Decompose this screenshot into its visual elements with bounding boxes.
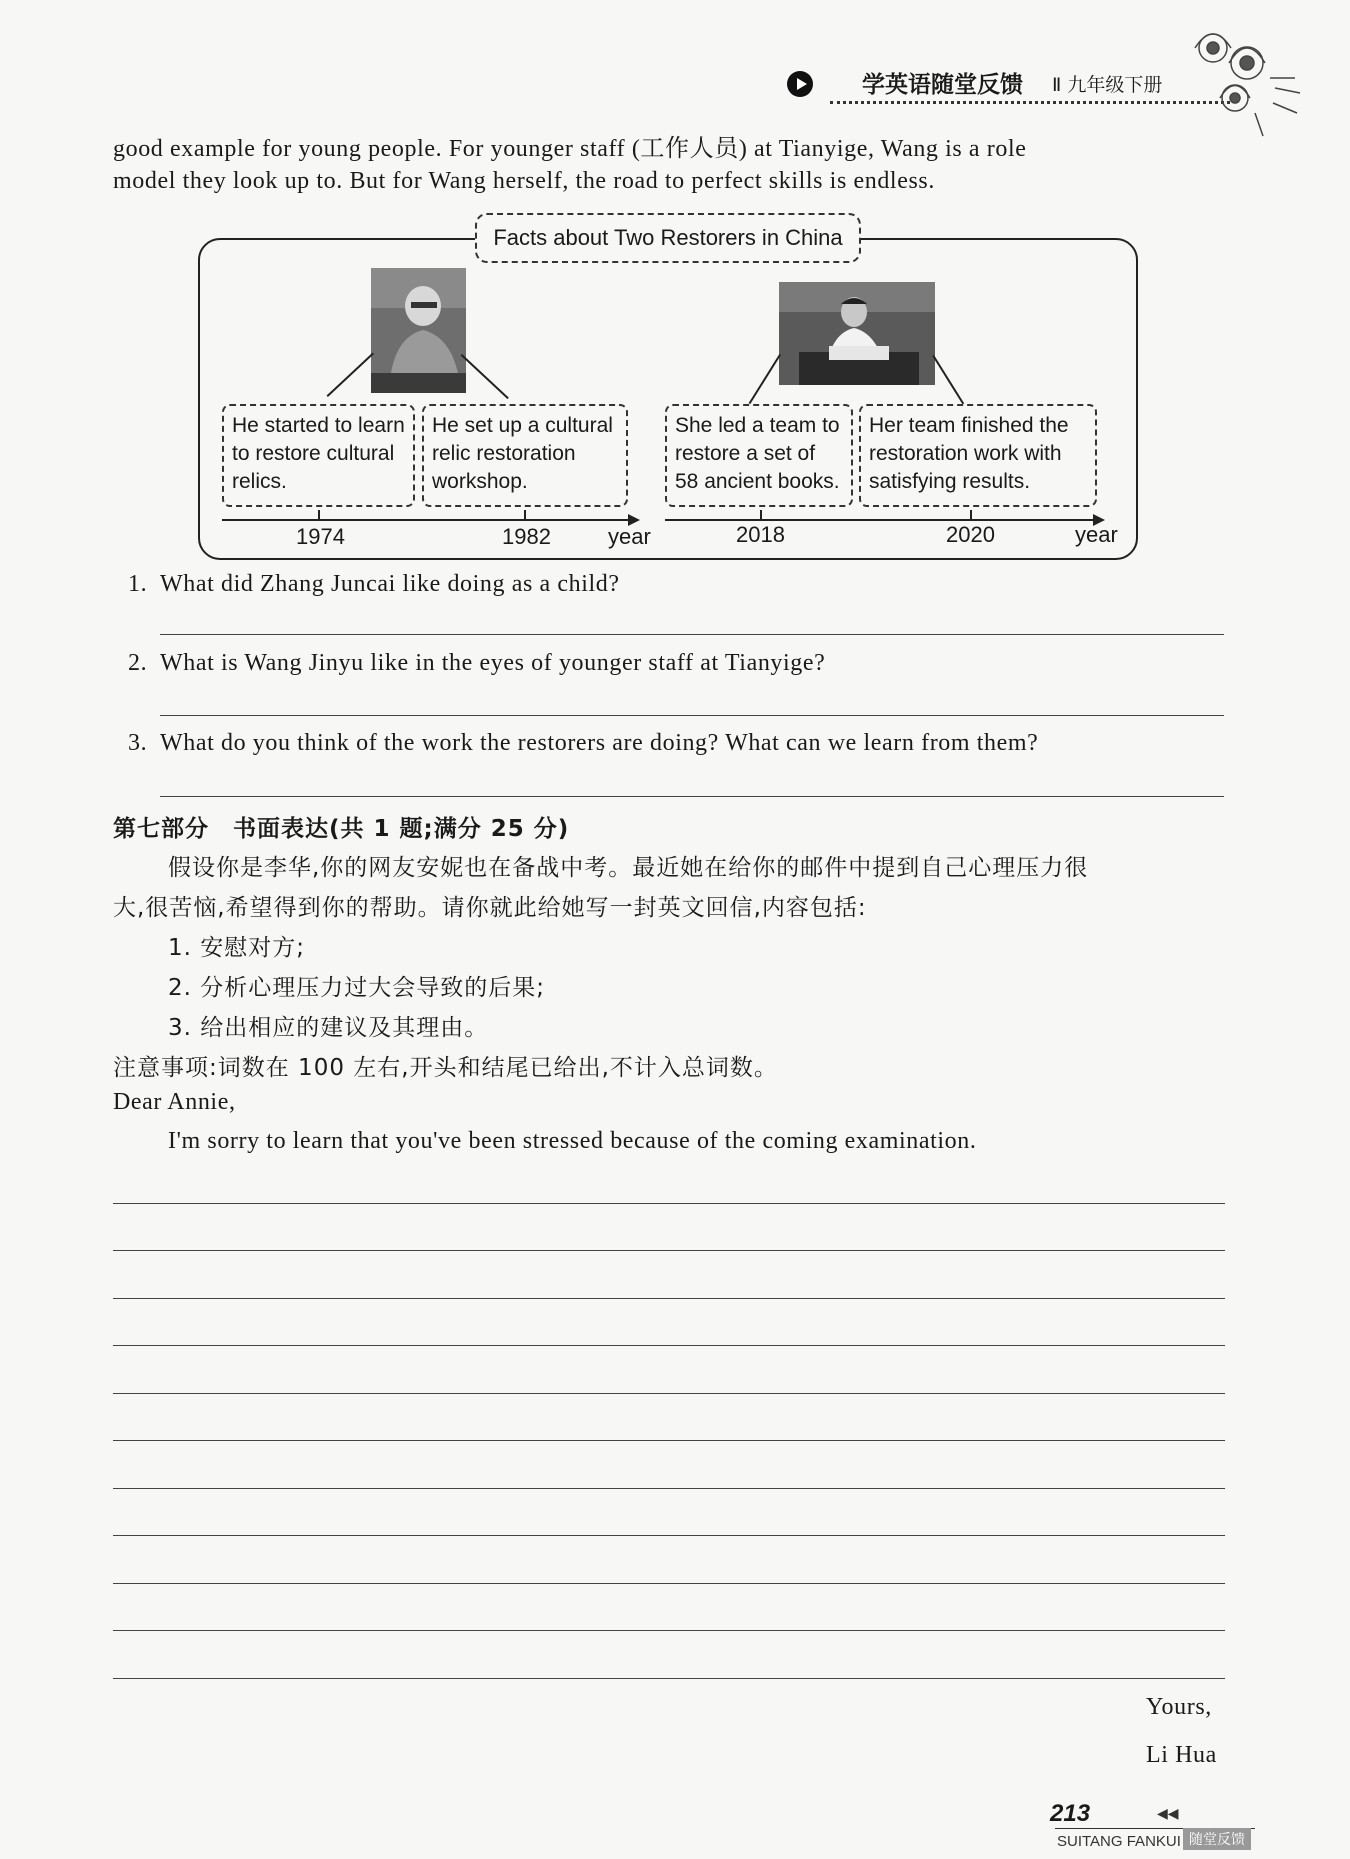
letter-salutation: Dear Annie,	[113, 1089, 236, 1115]
fact-box: She led a team to restore a set of 58 ancient books.	[665, 404, 853, 507]
book-title: 学英语随堂反馈	[862, 72, 1023, 98]
letter-opening: I'm sorry to learn that you've been stressed because of the coming examination.	[168, 1128, 977, 1154]
writing-line[interactable]	[113, 1583, 1225, 1584]
wang-jinyu-photo	[779, 282, 935, 385]
writing-line[interactable]	[113, 1630, 1225, 1631]
flower-decoration-icon	[1185, 18, 1305, 138]
year-label: 2020	[946, 522, 995, 547]
intro-line-2: model they look up to. But for Wang herself, the road to perfect skills is endless.	[113, 168, 935, 194]
fact-box: He started to learn to restore cultural relics.	[222, 404, 415, 507]
letter-closing: Yours,	[1146, 1694, 1212, 1720]
writing-line[interactable]	[113, 1298, 1225, 1299]
writing-line[interactable]	[113, 1203, 1225, 1204]
axis-unit-label: year	[608, 524, 651, 549]
letter-signature: Li Hua	[1146, 1742, 1217, 1768]
answer-line[interactable]	[160, 715, 1224, 716]
infographic-title: Facts about Two Restorers in China	[475, 213, 861, 263]
question-number: 1.	[128, 571, 148, 597]
axis-unit-label: year	[1075, 522, 1118, 547]
answer-line[interactable]	[160, 796, 1224, 797]
footer-brand: SUITANG FANKUI	[1057, 1833, 1181, 1850]
writing-line[interactable]	[113, 1345, 1225, 1346]
fact-box: He set up a cultural relic restoration workshop.	[422, 404, 628, 507]
prompt-line-1: 假设你是李华,你的网友安妮也在备战中考。最近她在给你的邮件中提到自己心理压力很	[168, 855, 1089, 881]
prompt-point: 2. 分析心理压力过大会导致的后果;	[168, 975, 546, 1001]
page-number: 213	[1050, 1800, 1091, 1827]
question-text: What do you think of the work the restorers are doing? What can we learn from them?	[160, 730, 1039, 756]
header-divider	[830, 101, 1230, 104]
writing-line[interactable]	[113, 1535, 1225, 1536]
prompt-line-2: 大,很苦恼,希望得到你的帮助。请你就此给她写一封英文回信,内容包括:	[113, 895, 867, 921]
timeline-tick	[318, 510, 320, 520]
play-icon	[787, 71, 813, 97]
writing-line[interactable]	[113, 1440, 1225, 1441]
timeline-tick	[524, 510, 526, 520]
section-heading: 第七部分 书面表达(共 1 题;满分 25 分)	[113, 816, 570, 842]
writing-line[interactable]	[113, 1488, 1225, 1489]
question-text: What did Zhang Juncai like doing as a child?	[160, 571, 620, 597]
year-label: 2018	[736, 522, 785, 547]
timeline-tick	[970, 510, 972, 520]
book-grade: Ⅱ 九年级下册	[1052, 74, 1163, 96]
double-arrow-left-icon: ◀◀	[1157, 1806, 1179, 1822]
prompt-point: 1. 安慰对方;	[168, 935, 306, 961]
infographic-panel	[198, 238, 1138, 560]
question-text: What is Wang Jinyu like in the eyes of younger staff at Tianyige?	[160, 650, 826, 676]
intro-line-1: good example for young people. For younger staff (工作人员) at Tianyige, Wang is a role	[113, 136, 1027, 162]
year-label: 1974	[296, 524, 345, 549]
timeline-tick	[760, 510, 762, 520]
footer-badge: 随堂反馈	[1183, 1828, 1251, 1850]
writing-notes: 注意事项:词数在 100 左右,开头和结尾已给出,不计入总词数。	[113, 1055, 778, 1081]
fact-box: Her team finished the restoration work with satisfying results.	[859, 404, 1097, 507]
question-number: 3.	[128, 730, 148, 756]
answer-line[interactable]	[160, 634, 1224, 635]
writing-line[interactable]	[113, 1250, 1225, 1251]
timeline-axis	[222, 519, 632, 521]
writing-line[interactable]	[113, 1393, 1225, 1394]
year-label: 1982	[502, 524, 551, 549]
writing-line[interactable]	[113, 1678, 1225, 1679]
prompt-point: 3. 给出相应的建议及其理由。	[168, 1015, 489, 1041]
question-number: 2.	[128, 650, 148, 676]
zhang-juncai-photo	[371, 268, 466, 393]
timeline-axis	[665, 519, 1097, 521]
